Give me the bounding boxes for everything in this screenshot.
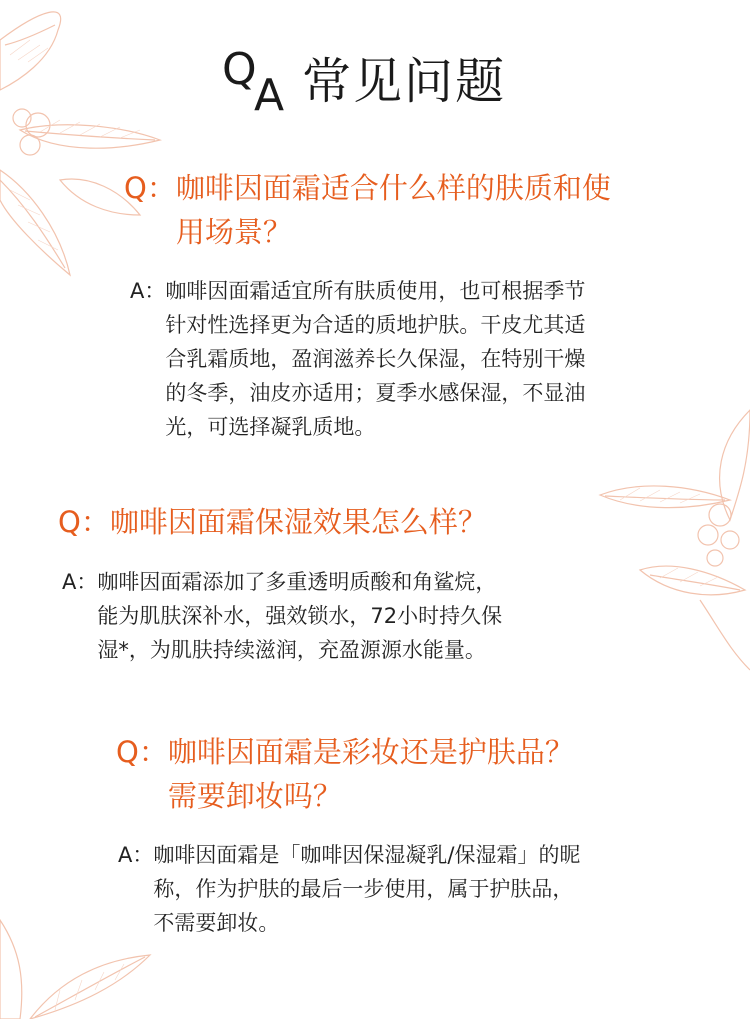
faq-item-1 bbox=[124, 166, 724, 254]
faq-answer bbox=[62, 565, 662, 667]
faq-answer-1 bbox=[130, 274, 730, 444]
question-line: 咖啡因面霜是彩妆还是护肤品？ bbox=[167, 735, 574, 769]
answer-text bbox=[165, 274, 585, 444]
answer-line: 光，可选择凝乳质地。 bbox=[165, 415, 376, 439]
question-mark: Q： bbox=[58, 505, 110, 539]
answer-mark: A： bbox=[62, 570, 98, 594]
faq-question bbox=[58, 500, 678, 544]
question-mark: Q： bbox=[116, 735, 168, 769]
answer-line: 合乳霜质地，盈润滋养长久保湿，在特别干燥 bbox=[165, 347, 586, 371]
faq-answer-2 bbox=[62, 565, 662, 667]
faq-item-2 bbox=[58, 500, 678, 544]
answer-mark: A： bbox=[118, 843, 154, 867]
answer-line: 针对性选择更为合适的质地护肤。干皮尤其适 bbox=[165, 313, 586, 337]
faq-answer-3 bbox=[118, 838, 728, 940]
question-line: 用场景？ bbox=[175, 215, 292, 249]
answer-mark: A： bbox=[130, 279, 166, 303]
question-text bbox=[176, 166, 611, 254]
answer-line: 不需要卸妆。 bbox=[153, 911, 280, 935]
answer-line: 的冬季，油皮亦适用；夏季水感保湿，不显油 bbox=[165, 381, 586, 405]
qa-logo-a: A bbox=[254, 70, 285, 121]
faq-question bbox=[124, 166, 724, 254]
answer-line: 能为肌肤深补水，强效锁水，72小时持久保 bbox=[97, 604, 503, 628]
answer-line: 咖啡因面霜是「咖啡因保湿凝乳/保湿霜」的昵 bbox=[153, 843, 581, 867]
qa-logo bbox=[222, 40, 300, 121]
question-line: 需要卸妆吗？ bbox=[167, 779, 342, 813]
question-text bbox=[110, 500, 487, 544]
page-title-text: 常见问题 bbox=[302, 53, 507, 110]
answer-text bbox=[97, 565, 502, 667]
page-title bbox=[222, 38, 507, 121]
question-text bbox=[168, 730, 574, 818]
qa-logo-q: Q bbox=[222, 44, 257, 95]
answer-line: 称，作为护肤的最后一步使用，属于护肤品， bbox=[153, 877, 574, 901]
answer-line: 湿*，为肌肤持续滋润，充盈源源水能量。 bbox=[97, 638, 486, 662]
faq-answer bbox=[118, 838, 728, 940]
answer-line: 咖啡因面霜添加了多重透明质酸和角鲨烷， bbox=[97, 570, 497, 594]
faq-question bbox=[116, 730, 716, 818]
faq-answer bbox=[130, 274, 730, 444]
question-line: 咖啡因面霜适合什么样的肤质和使 bbox=[175, 171, 611, 205]
question-mark: Q： bbox=[124, 171, 176, 205]
answer-line: 咖啡因面霜适宜所有肤质使用，也可根据季节 bbox=[165, 279, 586, 303]
question-line: 咖啡因面霜保湿效果怎么样？ bbox=[109, 505, 487, 539]
answer-text bbox=[153, 838, 580, 940]
faq-item-3 bbox=[116, 730, 716, 818]
